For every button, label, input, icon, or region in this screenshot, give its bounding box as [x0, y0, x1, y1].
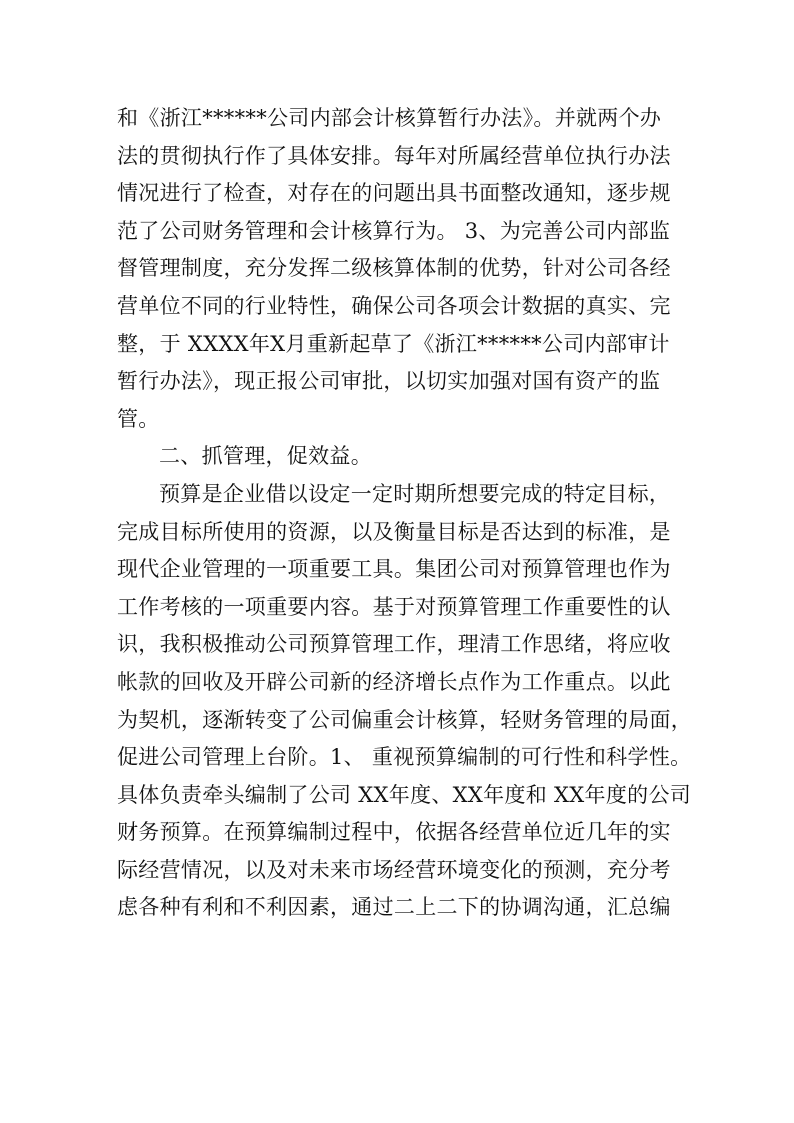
text-line: 促进公司管理上台阶。1、 重视预算编制的可行性和科学性。: [117, 745, 692, 770]
text-line: 情况进行了检查，对存在的问题出具书面整改通知，逐步规: [117, 181, 671, 206]
text-line: 为契机，逐渐转变了公司偏重会计核算，轻财务管理的局面，: [117, 707, 693, 732]
text-line: 法的贯彻执行作了具体安排。每年对所属经营单位执行办法: [117, 143, 671, 168]
text-line: 督管理制度，充分发挥二级核算体制的优势，针对公司各经: [117, 256, 671, 281]
text-line: 和《浙江******公司内部会计核算暂行办法》。并就两个办: [117, 106, 662, 130]
text-line: 整，于 XXXX年X月重新起草了《浙江******公司内部审计: [117, 331, 670, 356]
text-line: 帐款的回收及开辟公司新的经济增长点作为工作重点。以此: [117, 669, 671, 694]
text-line: 暂行办法》，现正报公司审批，以切实加强对国有资产的监: [117, 369, 661, 394]
text-line: 现代企业管理的一项重要工具。集团公司对预算管理也作为: [117, 557, 671, 582]
text-line: 范了公司财务管理和会计核算行为。 3、为完善公司内部监: [117, 218, 671, 243]
text-line: 财务预算。在预算编制过程中，依据各经营单位近几年的实: [117, 820, 671, 845]
text-line: 识，我积极推动公司预算管理工作，理清工作思绪，将应收: [117, 632, 671, 657]
text-line: 具体负责牵头编制了公司 XX年度、XX年度和 XX年度的公司: [117, 782, 692, 807]
text-line: 营单位不同的行业特性，确保公司各项会计数据的真实、完: [117, 293, 671, 318]
paragraph-first-line: 预算是企业借以设定一定时期所想要完成的特定目标，: [159, 481, 671, 506]
text-line: 工作考核的一项重要内容。基于对预算管理工作重要性的认: [117, 594, 671, 619]
text-line: 完成目标所使用的资源，以及衡量目标是否达到的标准，是: [117, 519, 671, 544]
text-line: 虑各种有利和不利因素，通过二上二下的协调沟通，汇总编: [117, 895, 671, 920]
text-line: 际经营情况，以及对未来市场经营环境变化的预测，充分考: [117, 857, 671, 882]
text-line: 管。: [117, 406, 160, 431]
section-heading: 二、抓管理，促效益。: [159, 444, 372, 469]
body-text: [117, 100, 695, 927]
